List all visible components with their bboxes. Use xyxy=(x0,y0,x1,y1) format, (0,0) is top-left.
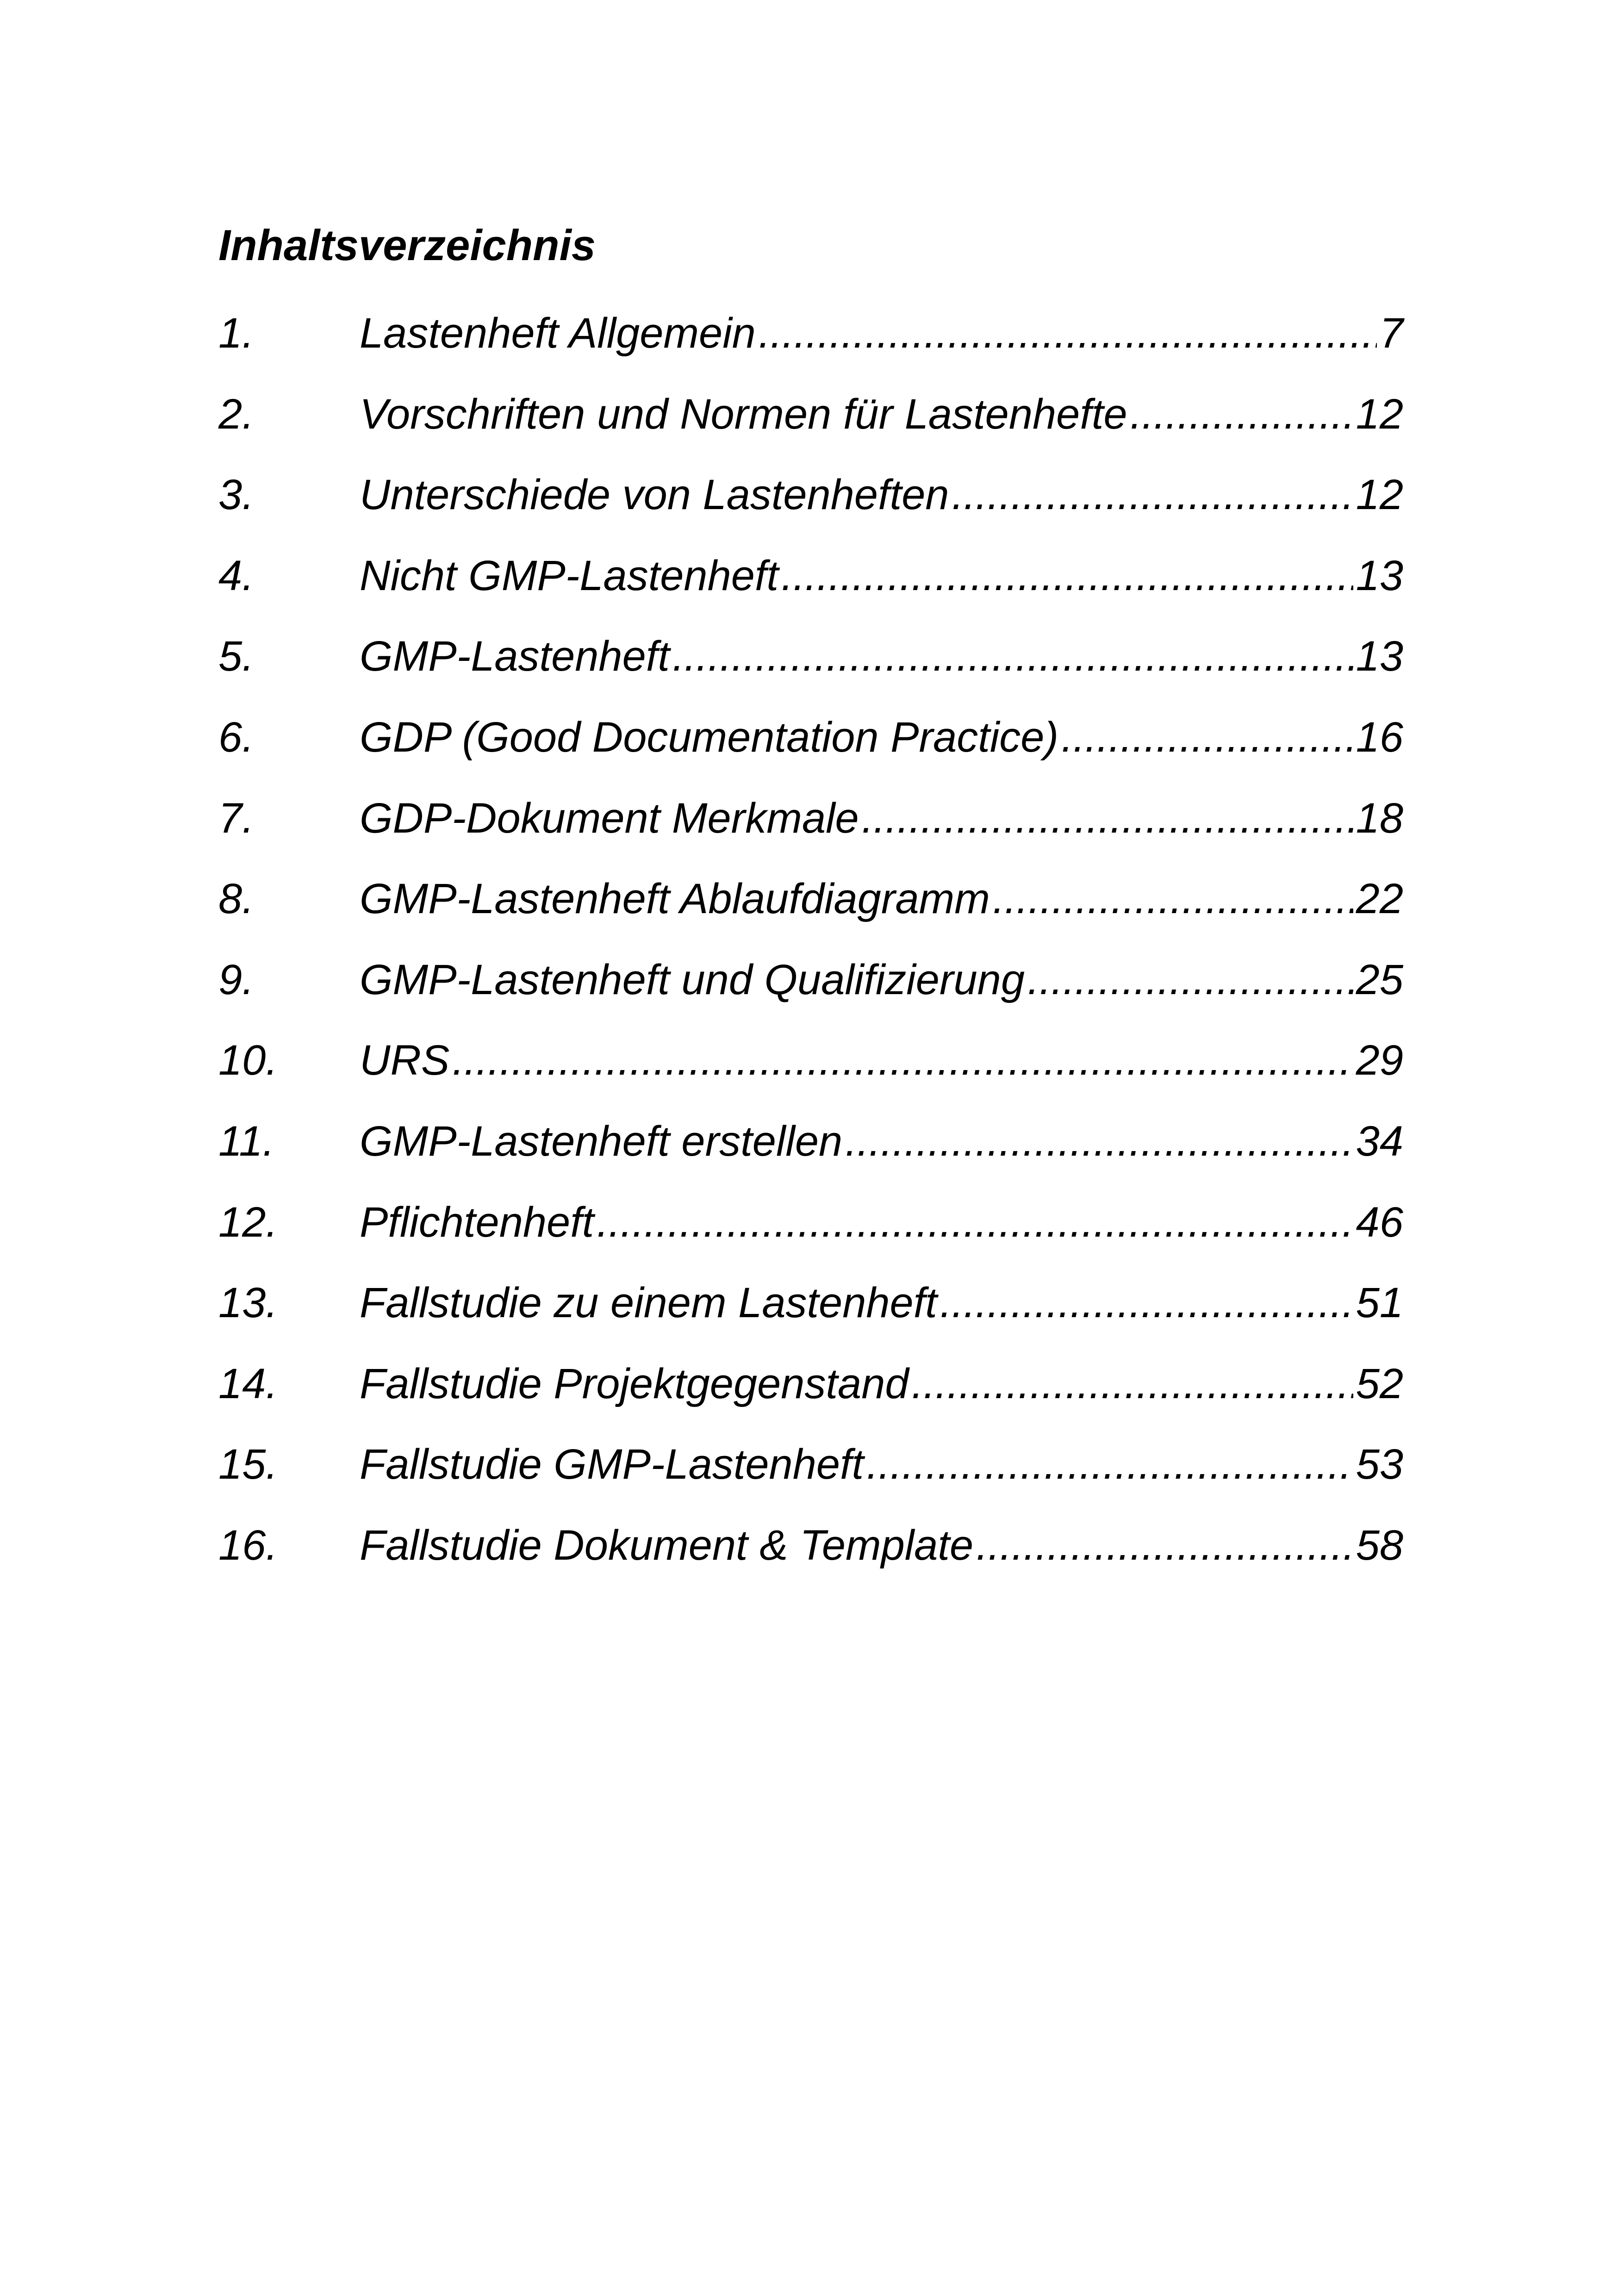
toc-entry-title: Nicht GMP-Lastenheft xyxy=(360,552,779,599)
toc-entry-title: GDP (Good Documentation Practice) xyxy=(360,713,1059,761)
toc-entry-page: 13 xyxy=(1356,633,1403,680)
toc-dot-leader xyxy=(912,1344,1353,1425)
toc-entry-page: 12 xyxy=(1356,390,1403,438)
toc-dot-leader xyxy=(672,616,1353,697)
toc-entry-number: 8. xyxy=(218,875,254,923)
toc-entry-page: 16 xyxy=(1356,713,1403,761)
toc-entry-page: 53 xyxy=(1356,1441,1403,1488)
toc-dot-leader xyxy=(781,535,1353,616)
toc-entry-number: 13. xyxy=(218,1279,278,1327)
toc-dot-leader xyxy=(1130,374,1353,455)
toc-entry[interactable] xyxy=(218,1101,1403,1182)
toc-entry-number: 7. xyxy=(218,794,254,842)
toc-entry[interactable] xyxy=(218,940,1403,1020)
toc-entry-title: Lastenheft Allgemein xyxy=(360,310,756,357)
toc-dot-leader xyxy=(952,454,1353,535)
toc-dot-leader xyxy=(845,1101,1353,1182)
toc-entry-number: 11. xyxy=(218,1117,275,1165)
toc-entry-page: 34 xyxy=(1356,1117,1403,1165)
toc-entry-title: Fallstudie GMP-Lastenheft xyxy=(360,1441,864,1488)
toc-entry-number: 3. xyxy=(218,471,254,519)
toc-entry-number: 9. xyxy=(218,956,254,1003)
toc-dot-leader xyxy=(993,859,1353,940)
toc-entry-title: GMP-Lastenheft erstellen xyxy=(360,1117,843,1165)
toc-entry-number: 12. xyxy=(218,1198,278,1246)
toc-title: Inhaltsverzeichnis xyxy=(218,221,596,269)
toc-entry-number: 6. xyxy=(218,713,254,761)
toc-entry[interactable] xyxy=(218,859,1403,940)
toc-entry[interactable] xyxy=(218,293,1403,374)
toc-entry-number: 15. xyxy=(218,1441,278,1488)
toc-dot-leader xyxy=(940,1263,1353,1344)
toc-dot-leader xyxy=(1027,940,1353,1020)
toc-entry[interactable] xyxy=(218,1344,1403,1425)
toc-entry[interactable] xyxy=(218,778,1403,859)
toc-entry[interactable] xyxy=(218,454,1403,535)
toc-entry-title: Fallstudie Dokument & Template xyxy=(360,1521,974,1569)
toc-entry[interactable] xyxy=(218,1263,1403,1344)
toc-entry-number: 2. xyxy=(218,390,254,438)
toc-entry-page: 52 xyxy=(1356,1360,1403,1407)
toc-entry-page: 29 xyxy=(1356,1037,1403,1084)
toc-entry-number: 1. xyxy=(218,310,254,357)
toc-entry-page: 58 xyxy=(1356,1521,1403,1569)
toc-entry-title: Fallstudie zu einem Lastenheft xyxy=(360,1279,937,1327)
toc-entry-number: 5. xyxy=(218,633,254,680)
toc-entry-page: 46 xyxy=(1356,1198,1403,1246)
toc-entry-page: 51 xyxy=(1356,1279,1403,1327)
toc-entry-title: GMP-Lastenheft xyxy=(360,633,670,680)
toc-entry-title: GDP-Dokument Merkmale xyxy=(360,794,859,842)
toc-entry-page: 7 xyxy=(1379,310,1403,357)
toc-entry[interactable] xyxy=(218,535,1403,616)
toc-entry[interactable] xyxy=(218,697,1403,778)
toc-entry-title: Pflichtenheft xyxy=(360,1198,594,1246)
toc-entry[interactable] xyxy=(218,1424,1403,1505)
toc-entry-title: URS xyxy=(360,1037,450,1084)
toc-entry-title: Fallstudie Projektgegenstand xyxy=(360,1360,909,1407)
toc-entry-title: GMP-Lastenheft und Qualifizierung xyxy=(360,956,1025,1003)
toc-entry[interactable] xyxy=(218,1020,1403,1101)
toc-entry[interactable] xyxy=(218,1182,1403,1263)
toc-entry-number: 10. xyxy=(218,1037,278,1084)
toc-entry-page: 22 xyxy=(1356,875,1403,923)
toc-dot-leader xyxy=(759,293,1377,374)
table-of-contents xyxy=(218,211,1403,1586)
toc-dot-leader xyxy=(976,1505,1353,1586)
toc-entry[interactable] xyxy=(218,616,1403,697)
toc-list xyxy=(218,293,1403,1586)
toc-dot-leader xyxy=(866,1424,1353,1505)
toc-entry[interactable] xyxy=(218,1505,1403,1586)
toc-entry-title: GMP-Lastenheft Ablaufdiagramm xyxy=(360,875,990,923)
toc-entry-page: 12 xyxy=(1356,471,1403,519)
toc-entry-title: Vorschriften und Normen für Lastenhefte xyxy=(360,390,1127,438)
toc-dot-leader xyxy=(597,1182,1353,1263)
toc-entry-number: 4. xyxy=(218,552,254,599)
toc-entry-page: 18 xyxy=(1356,794,1403,842)
toc-entry-page: 13 xyxy=(1356,552,1403,599)
toc-entry-number: 14. xyxy=(218,1360,278,1407)
toc-entry-page: 25 xyxy=(1356,956,1403,1003)
toc-dot-leader xyxy=(1061,697,1353,778)
toc-entry-number: 16. xyxy=(218,1521,278,1569)
toc-dot-leader xyxy=(452,1020,1353,1101)
toc-entry[interactable] xyxy=(218,374,1403,455)
toc-entry-title: Unterschiede von Lastenheften xyxy=(360,471,949,519)
toc-dot-leader xyxy=(862,778,1353,859)
